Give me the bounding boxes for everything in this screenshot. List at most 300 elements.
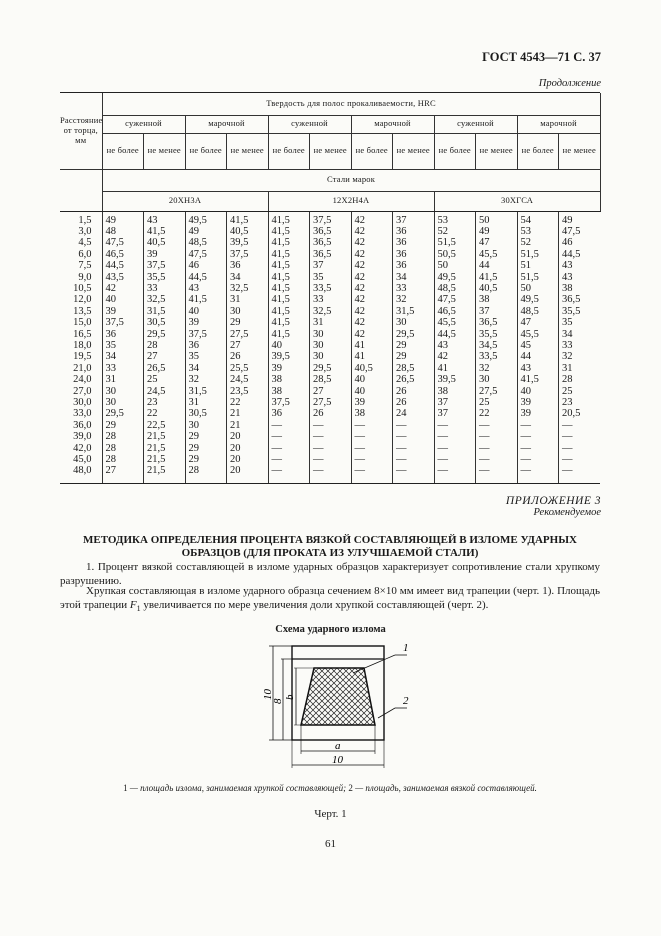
hardness-cell: 48,5 [185, 237, 227, 248]
table-row [60, 211, 600, 226]
hardness-cell: — [351, 454, 393, 465]
hardness-cell: 40 [102, 294, 144, 305]
hardness-cell: — [476, 420, 518, 431]
hardness-cell: 42 [351, 237, 393, 248]
limit-label: не менее [476, 133, 518, 169]
hardness-cell: 42 [434, 351, 476, 362]
limit-label: не более [517, 133, 559, 169]
hardness-cell: 22 [144, 408, 186, 419]
hardness-cell: 46,5 [434, 306, 476, 317]
hardness-cell: 30 [227, 306, 269, 317]
hardness-cell: 46 [185, 260, 227, 271]
hardness-cell: — [517, 465, 559, 483]
hardness-cell: 31,5 [185, 386, 227, 397]
hardness-cell: 39 [268, 363, 310, 374]
hardness-cell: 53 [434, 211, 476, 226]
blank-cell [60, 169, 102, 191]
hardness-cell: 49 [559, 211, 601, 226]
table-row [60, 431, 600, 442]
hardness-cell: 28 [102, 454, 144, 465]
hardness-cell: — [351, 420, 393, 431]
hardness-cell: 49,5 [434, 272, 476, 283]
hardness-cell: 39,5 [227, 237, 269, 248]
hardness-cell: 40,5 [476, 283, 518, 294]
hardness-cell: 35,5 [476, 329, 518, 340]
hardness-cell: 21 [227, 408, 269, 419]
grade-label: 30ХГСА [434, 191, 600, 211]
distance-cell: 18,0 [73, 339, 92, 351]
caption-num: 1 [123, 783, 128, 793]
distance-cell: 48,0 [60, 465, 102, 483]
distance-cell: 42,0 [73, 442, 92, 454]
hardness-cell: 42 [351, 283, 393, 294]
hardness-cell: 49 [102, 211, 144, 226]
hardness-cell: 40 [351, 386, 393, 397]
hardness-cell: — [434, 443, 476, 454]
table-row [60, 363, 600, 374]
hardness-cell: 37,5 [144, 260, 186, 271]
hardness-cell: 30 [102, 386, 144, 397]
hardness-cell: 47 [517, 317, 559, 328]
hardness-cell: 23 [144, 397, 186, 408]
hardness-cell: 42 [351, 294, 393, 305]
hardness-cell: 39 [517, 397, 559, 408]
table-row [60, 260, 600, 271]
hardness-header: Твердость для полос прокаливаемости, HRC [102, 93, 600, 115]
hardness-cell: 39 [517, 408, 559, 419]
hardness-cell: — [393, 465, 435, 483]
table-row [60, 317, 600, 328]
hardness-cell: — [434, 420, 476, 431]
hardness-cell: 42 [351, 226, 393, 237]
paragraph-2 [60, 584, 600, 616]
hardness-cell: 38 [434, 386, 476, 397]
distance-cell: 30,0 [73, 397, 92, 408]
limit-label: не менее [559, 133, 601, 169]
hardness-cell: 35 [310, 272, 352, 283]
hardness-cell: 29 [185, 431, 227, 442]
hardness-cell: 48,5 [517, 306, 559, 317]
hardness-cell: 40 [268, 340, 310, 351]
hardness-cell: 34 [393, 272, 435, 283]
hardness-cell: 26 [393, 386, 435, 397]
hardness-cell: — [310, 465, 352, 483]
hardness-cell: 45,5 [476, 249, 518, 260]
hardness-cell: 39 [144, 249, 186, 260]
hardness-cell: 41,5 [227, 211, 269, 226]
hardness-cell: — [559, 465, 601, 483]
hardness-cell: 39 [102, 306, 144, 317]
hardness-cell: 40 [351, 374, 393, 385]
hardness-cell: 25 [559, 386, 601, 397]
hardness-cell: 31 [227, 294, 269, 305]
hardness-cell: 42 [351, 249, 393, 260]
hardness-cell: 35,5 [559, 306, 601, 317]
hardness-cell: 26,5 [393, 374, 435, 385]
hardness-cell: 52 [517, 237, 559, 248]
distance-header: Расстояние от торца, мм [60, 93, 102, 169]
hardness-cell: 47,5 [102, 237, 144, 248]
hardness-cell: 25 [144, 374, 186, 385]
hardness-cell: 26 [227, 351, 269, 362]
hardness-cell: — [393, 431, 435, 442]
distance-cell: 21,0 [73, 362, 92, 374]
hardness-cell: 45,5 [517, 329, 559, 340]
hardness-cell: 40 [185, 306, 227, 317]
hardness-cell: 37,5 [102, 317, 144, 328]
distance-cell: 16,5 [73, 328, 92, 340]
hardness-cell: — [268, 431, 310, 442]
table-body [60, 211, 600, 483]
hardness-cell: 31 [310, 317, 352, 328]
hardness-cell: 28,5 [310, 374, 352, 385]
limit-label: не менее [310, 133, 352, 169]
hardness-cell: — [476, 431, 518, 442]
hardness-cell: 20 [227, 443, 269, 454]
hardness-cell: 29 [227, 317, 269, 328]
hardness-cell: 46 [559, 237, 601, 248]
hardness-cell: 32,5 [310, 306, 352, 317]
hardness-cell: 37 [434, 408, 476, 419]
hardness-cell: — [517, 431, 559, 442]
hardness-cell: 50,5 [434, 249, 476, 260]
hardness-cell: 32 [559, 351, 601, 362]
band-label: марочной [351, 115, 434, 133]
hardness-cell: 30 [185, 420, 227, 431]
hardness-cell: 44 [476, 260, 518, 271]
hardness-cell: 30 [310, 329, 352, 340]
hardness-cell: — [310, 443, 352, 454]
hardness-cell: 50 [517, 283, 559, 294]
hardness-cell: 36,5 [476, 317, 518, 328]
hardness-cell: 30 [310, 351, 352, 362]
appendix-title: ПРИЛОЖЕНИЕ 3 [505, 495, 601, 507]
hardness-cell: 43 [517, 363, 559, 374]
distance-cell: 4,5 [78, 237, 92, 249]
table-row [60, 294, 600, 305]
hardness-cell: 48 [102, 226, 144, 237]
hardness-cell: — [268, 454, 310, 465]
hardness-cell: 47,5 [185, 249, 227, 260]
hardness-cell: 38 [351, 408, 393, 419]
hardness-cell: 37 [310, 260, 352, 271]
table-row [60, 237, 600, 248]
appendix-subtitle: Рекомендуемое [533, 507, 601, 518]
hardness-cell: 33 [393, 283, 435, 294]
hardness-cell: 30 [102, 397, 144, 408]
table-row [60, 374, 600, 385]
hardness-cell: 36 [227, 260, 269, 271]
hardness-cell: — [559, 420, 601, 431]
hardness-cell: 21,5 [144, 443, 186, 454]
hardness-cell: — [517, 420, 559, 431]
hardness-cell: 29,5 [144, 329, 186, 340]
hardness-cell: 29,5 [393, 329, 435, 340]
grade-label: 20ХН3А [102, 191, 268, 211]
hardness-cell: 26 [310, 408, 352, 419]
hardness-cell: 28 [144, 340, 186, 351]
band-label: суженной [268, 115, 351, 133]
hardness-cell: 31 [185, 397, 227, 408]
hardness-cell: 51,5 [434, 237, 476, 248]
hardness-cell: 45,5 [434, 317, 476, 328]
hardness-cell: — [268, 443, 310, 454]
distance-cell: 10,5 [73, 282, 92, 294]
hardness-cell: 39,5 [434, 374, 476, 385]
hardness-cell: 36 [393, 249, 435, 260]
band-label: суженной [102, 115, 185, 133]
hardness-cell: 29,5 [310, 363, 352, 374]
hardness-cell: 37,5 [310, 211, 352, 226]
distance-cell: 45,0 [73, 454, 92, 466]
hardness-cell: — [268, 420, 310, 431]
hardness-cell: 37 [476, 306, 518, 317]
table-row [60, 351, 600, 362]
hardness-cell: 30 [393, 317, 435, 328]
hardness-cell: — [517, 454, 559, 465]
hardness-cell: 33,5 [476, 351, 518, 362]
hardness-table [60, 92, 600, 484]
hardness-cell: 47 [476, 237, 518, 248]
hardness-cell: 28 [185, 465, 227, 483]
label-10w: 10 [332, 754, 343, 766]
hardness-cell: 27 [102, 465, 144, 483]
hardness-cell: 41,5 [268, 260, 310, 271]
hardness-cell: 36 [393, 237, 435, 248]
hardness-cell: 54 [517, 211, 559, 226]
hardness-cell: — [310, 454, 352, 465]
limit-label: не более [434, 133, 476, 169]
grade-label: 12Х2Н4А [268, 191, 434, 211]
hardness-cell: 42 [351, 260, 393, 271]
hardness-cell: 43 [559, 272, 601, 283]
hardness-cell: 33 [144, 283, 186, 294]
hardness-cell: 36 [102, 329, 144, 340]
table-row [60, 306, 600, 317]
table-row [60, 465, 600, 483]
hardness-cell: 37 [393, 211, 435, 226]
leader-1 [353, 655, 395, 673]
hardness-cell: 36 [268, 408, 310, 419]
hardness-cell: 27,5 [476, 386, 518, 397]
distance-cell: 1,5 [78, 214, 92, 226]
hardness-cell: — [393, 454, 435, 465]
hardness-cell: 26 [393, 397, 435, 408]
hardness-cell: 49,5 [185, 211, 227, 226]
distance-cell: 33,0 [73, 408, 92, 420]
hardness-cell: — [310, 431, 352, 442]
steels-header: Стали марок [102, 169, 600, 191]
table-row [60, 443, 600, 454]
brittle-zone [301, 668, 375, 725]
hardness-cell: 23,5 [227, 386, 269, 397]
label-10h: 10 [262, 689, 274, 700]
hardness-cell: 33 [310, 294, 352, 305]
hardness-cell: 35,5 [144, 272, 186, 283]
table-row [60, 408, 600, 419]
hardness-cell: 43 [144, 211, 186, 226]
hardness-cell: 29,5 [102, 408, 144, 419]
hardness-cell: 37,5 [227, 249, 269, 260]
hardness-cell: 38 [476, 294, 518, 305]
figure-label: Черт. 1 [314, 808, 347, 820]
band-label: марочной [517, 115, 600, 133]
formula-sub: 1 [136, 604, 141, 614]
hardness-cell: 30,5 [144, 317, 186, 328]
hardness-cell: 33 [102, 363, 144, 374]
hardness-cell: 41,5 [268, 272, 310, 283]
hardness-cell: 42 [102, 283, 144, 294]
distance-cell: 3,0 [78, 225, 92, 237]
hardness-cell: 31,5 [393, 306, 435, 317]
table-row [60, 397, 600, 408]
label-8: 8 [272, 698, 284, 704]
hardness-cell: — [434, 465, 476, 483]
hardness-cell: 48,5 [434, 283, 476, 294]
hardness-cell: — [517, 443, 559, 454]
leader-2 [378, 708, 395, 718]
limit-label: не менее [144, 133, 186, 169]
band-label: суженной [434, 115, 517, 133]
hardness-cell: 24,5 [227, 374, 269, 385]
method-title-line: МЕТОДИКА ОПРЕДЕЛЕНИЯ ПРОЦЕНТА ВЯЗКОЙ СОСТАВЛЯЮЩЕЙ В ИЗЛОМЕ УДАРНЫХ [83, 534, 577, 546]
hardness-cell: 22 [476, 408, 518, 419]
hardness-cell: 41,5 [268, 317, 310, 328]
hardness-cell: 51 [517, 260, 559, 271]
hardness-cell: 41,5 [268, 226, 310, 237]
hardness-cell: 24 [393, 408, 435, 419]
hardness-cell: 36 [393, 226, 435, 237]
hardness-cell: — [476, 454, 518, 465]
hardness-cell: — [476, 465, 518, 483]
hardness-cell: 29 [393, 351, 435, 362]
hardness-cell: 41,5 [268, 249, 310, 260]
hardness-cell: 41,5 [517, 374, 559, 385]
hardness-cell: 44,5 [185, 272, 227, 283]
distance-cell: 12,0 [73, 294, 92, 306]
distance-cell: 15,0 [73, 317, 92, 329]
hardness-cell: 20,5 [559, 408, 601, 419]
hardness-cell: 36,5 [559, 294, 601, 305]
hardness-cell: 46,5 [102, 249, 144, 260]
hardness-cell: 40,5 [144, 237, 186, 248]
hardness-cell: 30 [476, 374, 518, 385]
hardness-cell: 36,5 [310, 226, 352, 237]
hardness-cell: 20 [227, 454, 269, 465]
hardness-cell: 31 [102, 374, 144, 385]
hardness-cell: 31,5 [144, 306, 186, 317]
hardness-cell: 41,5 [268, 211, 310, 226]
hardness-cell: 42 [351, 272, 393, 283]
hardness-cell: 29 [185, 443, 227, 454]
caption-text: — площадь, занимаемая вязкой составляющей. [352, 783, 537, 793]
hardness-cell: 22 [227, 397, 269, 408]
hardness-cell: 53 [517, 226, 559, 237]
table-row [60, 420, 600, 431]
table-row [60, 272, 600, 283]
hardness-cell: 41,5 [268, 329, 310, 340]
hardness-cell: 22,5 [144, 420, 186, 431]
hardness-cell: 32,5 [144, 294, 186, 305]
hardness-cell: 49,5 [517, 294, 559, 305]
hardness-cell: 40 [517, 386, 559, 397]
hardness-cell: 34 [185, 363, 227, 374]
hardness-cell: 38 [268, 374, 310, 385]
hardness-cell: 41,5 [268, 283, 310, 294]
hardness-cell: 37,5 [185, 329, 227, 340]
hardness-cell: 36 [185, 340, 227, 351]
hardness-cell: — [310, 420, 352, 431]
distance-cell: 36,0 [73, 419, 92, 431]
hardness-cell: — [268, 465, 310, 483]
hardness-cell: 35 [559, 317, 601, 328]
table-row [60, 226, 600, 237]
appendix-block [506, 495, 601, 518]
hardness-cell: 47,5 [434, 294, 476, 305]
hardness-cell: 47,5 [559, 226, 601, 237]
hardness-cell: 29 [102, 420, 144, 431]
hardness-cell: 50 [434, 260, 476, 271]
hardness-cell: 42 [351, 317, 393, 328]
hardness-cell: 39 [185, 317, 227, 328]
hardness-cell: 34,5 [476, 340, 518, 351]
hardness-cell: — [351, 465, 393, 483]
label-a: a [335, 740, 341, 752]
fracture-diagram [235, 638, 425, 773]
hardness-cell: 41,5 [268, 237, 310, 248]
table-row [60, 249, 600, 260]
hardness-cell: — [559, 454, 601, 465]
hardness-cell: 41,5 [268, 294, 310, 305]
distance-cell: 13,5 [73, 305, 92, 317]
method-title [60, 534, 600, 560]
hardness-cell: — [434, 454, 476, 465]
hardness-cell: — [351, 431, 393, 442]
hardness-cell: 28 [102, 431, 144, 442]
distance-cell: 6,0 [78, 248, 92, 260]
hardness-cell: 50 [476, 211, 518, 226]
hardness-cell: 28 [559, 374, 601, 385]
hardness-cell: 49 [185, 226, 227, 237]
hardness-cell: 34 [559, 329, 601, 340]
hardness-cell: 25 [476, 397, 518, 408]
limit-label: не более [351, 133, 393, 169]
distance-cell: 27,0 [73, 385, 92, 397]
hardness-cell: 29 [393, 340, 435, 351]
hardness-cell: 41,5 [185, 294, 227, 305]
hardness-cell: 44,5 [102, 260, 144, 271]
hardness-cell: 32 [476, 363, 518, 374]
hardness-cell: 34 [102, 351, 144, 362]
hardness-cell: 39,5 [268, 351, 310, 362]
hardness-cell: 35 [185, 351, 227, 362]
distance-cell: 7,5 [78, 260, 92, 272]
limit-label: не более [185, 133, 227, 169]
hardness-cell: 44,5 [559, 249, 601, 260]
hardness-cell: 36,5 [310, 237, 352, 248]
hardness-cell: 21 [227, 420, 269, 431]
band-label: марочной [185, 115, 268, 133]
hardness-cell: 20 [227, 465, 269, 483]
limit-label: не более [268, 133, 310, 169]
hardness-cell: — [393, 443, 435, 454]
hardness-cell: 28,5 [393, 363, 435, 374]
hardness-cell: 28 [102, 443, 144, 454]
hardness-cell: 52 [434, 226, 476, 237]
label-b: b [284, 694, 296, 700]
paragraph-2-text: увеличивается по мере увеличения доли хрупкой составляющей (черт. 2). [140, 599, 489, 611]
hardness-cell: 38 [559, 283, 601, 294]
